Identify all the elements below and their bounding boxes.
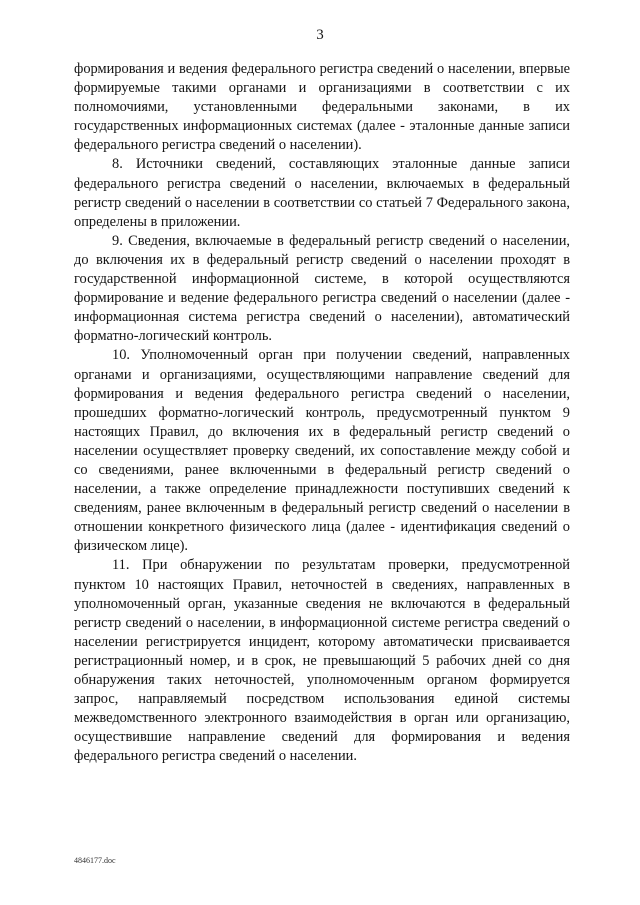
document-body [74,60,570,766]
page-number: 3 [316,27,324,43]
document-file-code: 4846177.doc [74,856,116,865]
paragraph-continuation: формирования и ведения федерального регистра сведений о населении, впервые формируемые такими органами и организациями в соответствии с их полномочиями, установленными федеральными законами, в их государственных информационных системах (далее - эталонные данные записи федерального регистра сведений о населении). [74,61,570,154]
paragraph-item-9: 9. Сведения, включаемые в федеральный регистр сведений о населении, до включения их в федеральный регистр сведений о населении проходят в государственной информационной системе, в которой осуществляются формирование и ведение федерального регистра сведений о населении (далее - информационная система регистра сведений о населении), автоматический форматно-логический контроль. [74,232,570,345]
paragraph-item-10: 10. Уполномоченный орган при получении сведений, направленных органами и организациями, осуществляющими направление сведений для формирования и ведения федерального регистра сведений о населении, прошедших форматно-логический контроль, предусмотренный пунктом 9 настоящих Правил, до включения их в федеральный регистр сведений о населении осуществляет проверку сведений, их сопоставление между собой и со сведениями, ранее включенными в федеральный регистр сведений о населении, а также определение принадлежности поступивших сведений к сведениям, ранее включенным в федеральный регистр сведений о населении в отношении конкретного физического лица (далее - идентификация сведений о физическом лице). [74,347,570,555]
paragraph-item-8: 8. Источники сведений, составляющих эталонные данные записи федерального регистра сведений о населении, включаемых в федеральный регистр сведений о населении в соответствии со статьей 7 Федерального закона, определены в приложении. [74,156,570,230]
paragraph-item-11: 11. При обнаружении по результатам проверки, предусмотренной пунктом 10 настоящих Правил, неточностей в сведениях, направленных в уполномоченный орган, указанные сведения не включаются в федеральный регистр сведений о населении, в информационной системе регистра сведений о населении регистрируется инцидент, которому автоматически присваивается регистрационный номер, и в срок, не превышающий 5 рабочих дней со дня обнаружения таких неточностей, уполномоченным органом формируется запрос, направляемый посредством использования единой системы межведомственного электронного взаимодействия в орган или организацию, осуществившие направление сведений для формирования и ведения федерального регистра сведений о населении. [74,557,570,765]
